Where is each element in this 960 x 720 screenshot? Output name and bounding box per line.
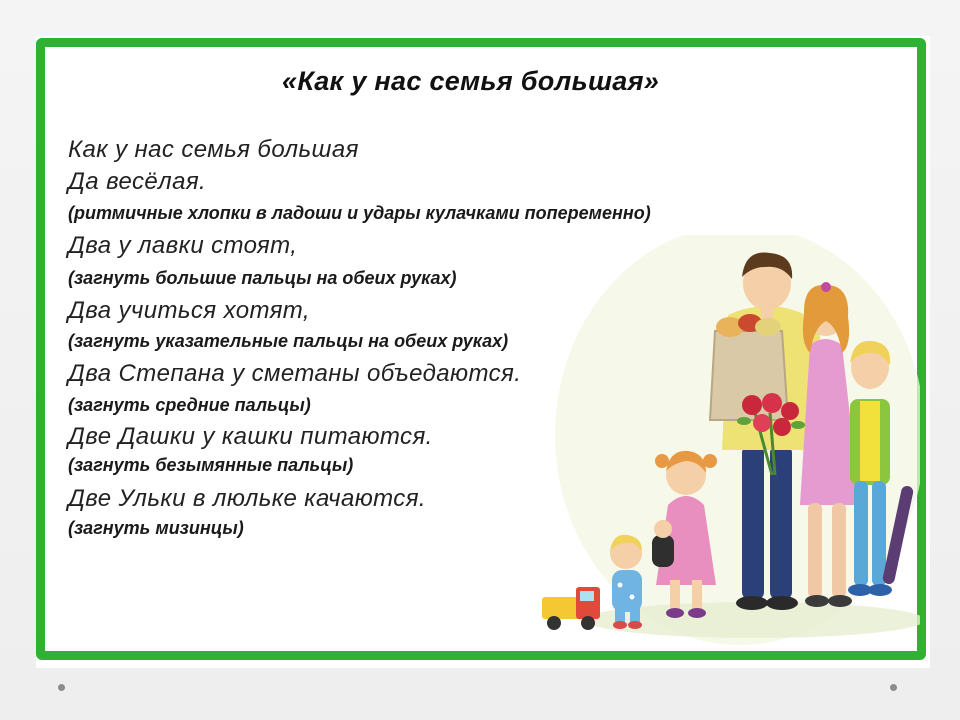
verse-line-1: Как у нас семья большая	[68, 136, 359, 163]
left-nav-dot	[58, 684, 65, 691]
instruction-line-3: (загнуть указательные пальцы на обеих руках)	[68, 331, 509, 351]
toy-truck	[542, 587, 600, 630]
instruction-line-4: (загнуть средние пальцы)	[68, 395, 311, 415]
verse-line-6: Две Дашки у кашки питаются.	[68, 423, 433, 450]
instruction-line-6: (загнуть мизинцы)	[68, 518, 244, 538]
verse-line-5: Два Степана у сметаны объедаются.	[68, 360, 522, 387]
instruction-line-5: (загнуть безымянные пальцы)	[68, 455, 354, 475]
family-illustration	[520, 235, 920, 645]
verse-line-4: Два учиться хотят,	[68, 297, 310, 324]
verse-line-2: Да весёлая.	[68, 168, 207, 195]
poem-title: «Как у нас семья большая»	[282, 66, 660, 96]
verse-line-7: Две Ульки в люльке качаются.	[68, 485, 426, 512]
instruction-line-1: (ритмичные хлопки в ладоши и удары кулачками попеременно)	[68, 203, 651, 223]
verse-line-3: Два у лавки стоят,	[68, 232, 298, 259]
right-nav-dot	[890, 684, 897, 691]
instruction-line-2: (загнуть большие пальцы на обеих руках)	[68, 268, 457, 288]
